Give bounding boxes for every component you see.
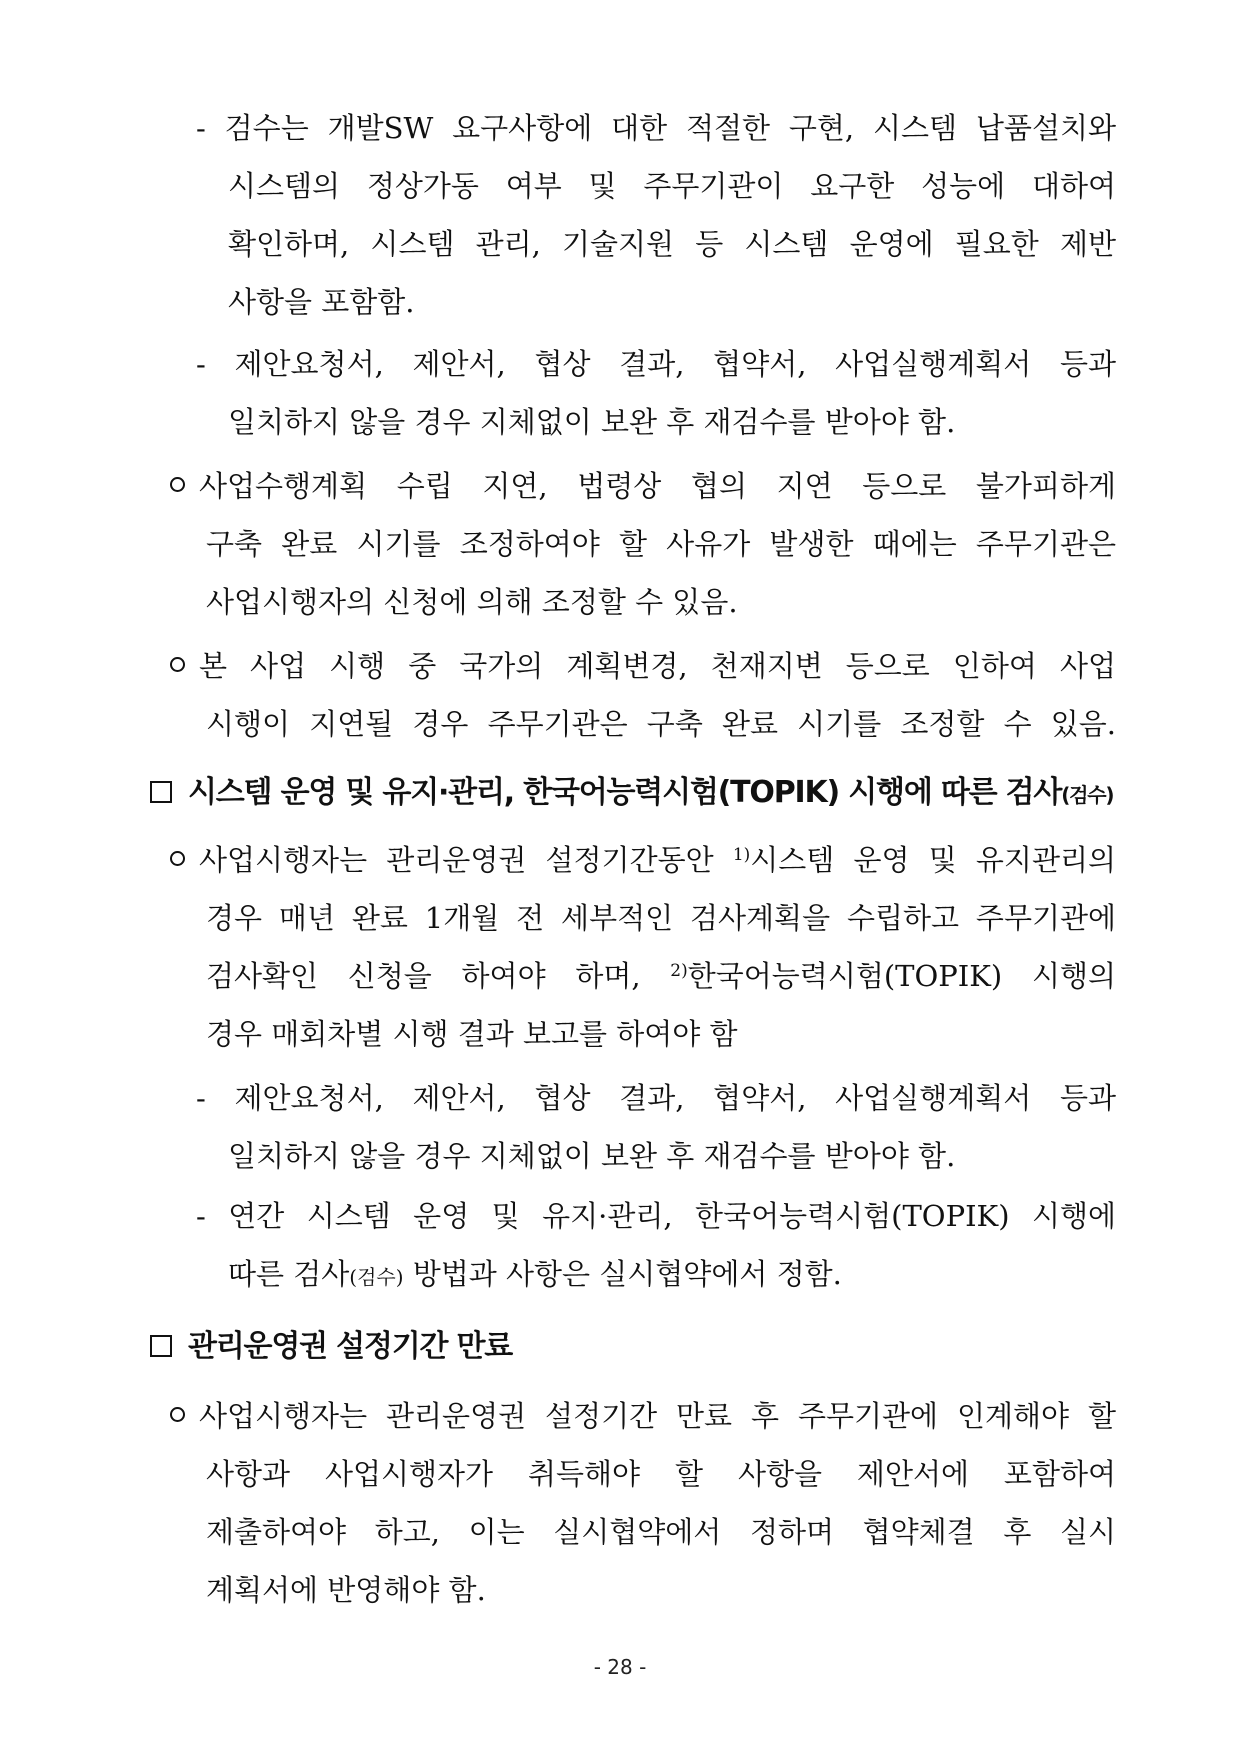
bullet-item-line: 경우 매년 완료 1개월 전 세부적인 검사계획을 수립하고 주무기관에	[206, 901, 1116, 935]
circle-bullet-icon	[170, 657, 185, 672]
section-heading: 관리운영권 설정기간 만료	[150, 1326, 512, 1368]
bullet-item-line: 사업시행자의 신청에 의해 조정할 수 있음.	[206, 585, 738, 619]
dash-item-line: 따른 검사(검수) 방법과 사항은 실시협약에서 정함.	[228, 1257, 842, 1291]
bullet-item-line: 시행이 지연될 경우 주무기관은 구축 완료 시기를 조정할 수 있음.	[206, 707, 1116, 741]
footnote-marker: 1)	[732, 845, 751, 865]
square-bullet-icon	[150, 781, 172, 803]
dash-item-line: - 제안요청서, 제안서, 협상 결과, 협약서, 사업실행계획서 등과	[196, 1081, 1116, 1115]
dash-item-line: 일치하지 않을 경우 지체없이 보완 후 재검수를 받아야 함.	[228, 1139, 956, 1173]
dash-item-line: 시스템의 정상가동 여부 및 주무기관이 요구한 성능에 대하여	[228, 169, 1116, 203]
bullet-item-line: 사항과 사업시행자가 취득해야 할 사항을 제안서에 포함하여	[206, 1457, 1116, 1491]
bullet-item-line: 계획서에 반영해야 함.	[206, 1573, 486, 1607]
page-number: - 28 -	[593, 1655, 647, 1679]
circle-bullet-icon	[170, 1407, 185, 1422]
circle-bullet-icon	[170, 851, 185, 866]
dash-item-line: - 연간 시스템 운영 및 유지·관리, 한국어능력시험(TOPIK) 시행에	[196, 1199, 1116, 1233]
section-heading: 시스템 운영 및 유지·관리, 한국어능력시험(TOPIK) 시행에 따른 검사(검수)	[150, 772, 1113, 814]
bullet-item-line: 경우 매회차별 시행 결과 보고를 하여야 함	[206, 1017, 738, 1051]
bullet-item: 사업수행계획 수립 지연, 법령상 협의 지연 등으로 불가피하게	[170, 466, 1116, 506]
bullet-item: 사업시행자는 관리운영권 설정기간 만료 후 주무기관에 인계해야 할	[170, 1396, 1116, 1436]
dash-item-line: - 검수는 개발SW 요구사항에 대한 적절한 구현, 시스템 납품설치와	[196, 111, 1116, 145]
dash-item-line: 일치하지 않을 경우 지체없이 보완 후 재검수를 받아야 함.	[228, 405, 956, 439]
bullet-item: 사업시행자는 관리운영권 설정기간동안 $^{1)}$시스템 운영 및 유지관리의	[170, 840, 1116, 880]
dash-item-line: - 제안요청서, 제안서, 협상 결과, 협약서, 사업실행계획서 등과	[196, 347, 1116, 381]
bullet-item-line: 구축 완료 시기를 조정하여야 할 사유가 발생한 때에는 주무기관은	[206, 527, 1116, 561]
bullet-item: 본 사업 시행 중 국가의 계획변경, 천재지변 등으로 인하여 사업	[170, 646, 1116, 686]
dash-item-line: 확인하며, 시스템 관리, 기술지원 등 시스템 운영에 필요한 제반	[228, 227, 1116, 261]
bullet-item-line: 검사확인 신청을 하여야 하며, $^{2)}$한국어능력시험(TOPIK) 시행의	[206, 959, 1116, 993]
bullet-item-line: 제출하여야 하고, 이는 실시협약에서 정하며 협약체결 후 실시	[206, 1515, 1116, 1549]
dash-item-line: 사항을 포함함.	[228, 285, 415, 319]
footnote-marker: 2)	[670, 961, 688, 981]
square-bullet-icon	[150, 1335, 172, 1357]
circle-bullet-icon	[170, 477, 185, 492]
